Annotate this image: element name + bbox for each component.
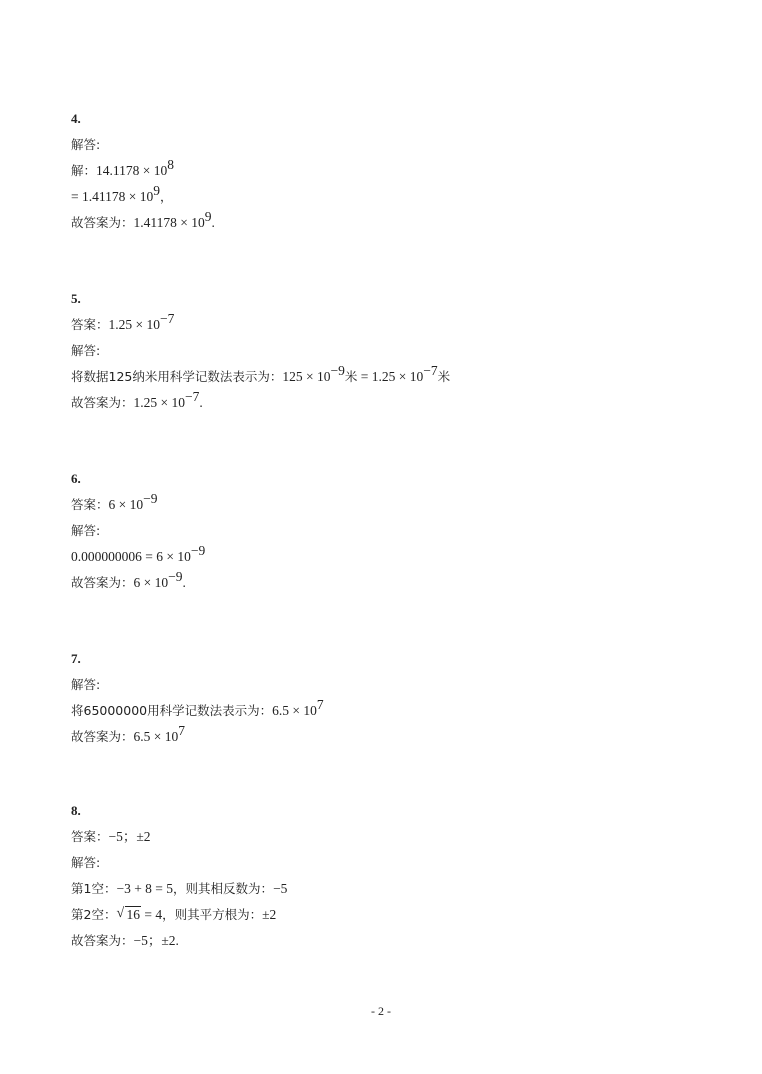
problem-number: 7. (71, 651, 81, 666)
solution-step: 将65000000用科学记数法表示为：$6.5 \times 10^7$ (71, 697, 324, 718)
problem-7 (71, 646, 691, 750)
problem-6 (71, 466, 691, 596)
final-answer: 故答案为：$1.25 \times 10^{-7}$. (71, 389, 203, 410)
final-answer: 故答案为：$6 \times 10^{-9}$. (71, 569, 186, 590)
solution-step: $0.000000006 = 6 \times 10^{-9}$ (71, 543, 206, 564)
final-answer: 故答案为：−5；±2. (71, 933, 179, 948)
problem-8 (71, 798, 691, 954)
final-answer: 故答案为：$6.5 \times 10^7$ (71, 723, 186, 744)
solution-heading: 解答: (71, 523, 101, 538)
solution-heading: 解答: (71, 137, 101, 152)
answer-line: 答案：−5；±2 (71, 829, 151, 844)
problem-number: 4. (71, 111, 81, 126)
solution-step: 将数据125纳米用科学记数法表示为：$125 \times 10^{-9}$米 = $1.25 \times 10^{-7}$米 (71, 363, 451, 384)
solution-step: = $1.41178 \times 10^9$， (71, 183, 173, 204)
solution-step: 解：$14.1178 \times 10^8$ (71, 157, 175, 178)
problem-5 (71, 286, 691, 416)
problem-number: 5. (71, 291, 81, 306)
square-root: √ 16 (116, 902, 141, 928)
answer-line: 答案：$6 \times 10^{-9}$ (71, 491, 158, 512)
problem-number: 8. (71, 803, 81, 818)
solution-step: 第2空： √ 16 = 4，则其平方根为：±2 (71, 902, 691, 928)
radical-sign-icon: √ (116, 906, 125, 921)
problem-4 (71, 106, 691, 236)
solution-heading: 解答: (71, 855, 101, 870)
solution-heading: 解答: (71, 343, 101, 358)
final-answer: 故答案为：$1.41178 \times 10^9$. (71, 209, 215, 230)
solution-step: 第1空：−3 + 8 = 5，则其相反数为：−5 (71, 881, 288, 896)
answer-line: 答案：$1.25 \times 10^{-7}$ (71, 311, 175, 332)
page-number: - 2 - (371, 1004, 391, 1018)
solution-heading: 解答: (71, 677, 101, 692)
problem-number: 6. (71, 471, 81, 486)
